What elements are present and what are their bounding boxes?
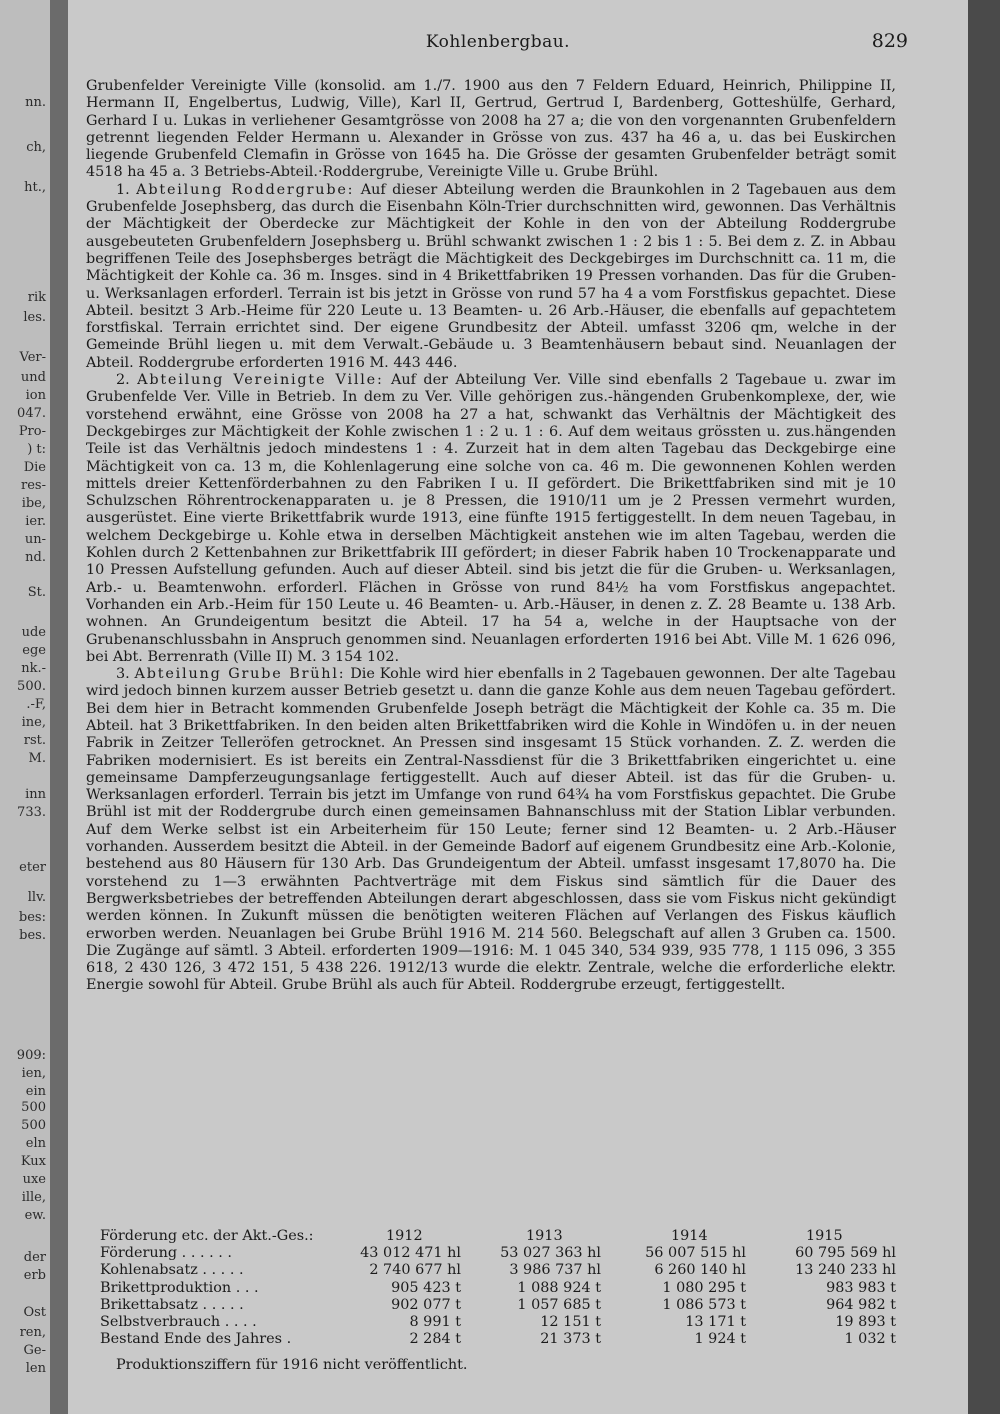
margin-fragment: Die — [23, 460, 46, 475]
table-cell: 19 893 t — [835, 1313, 896, 1330]
margin-fragment: ier. — [25, 514, 46, 529]
margin-fragment: St. — [27, 585, 46, 600]
margin-fragment: 500 — [21, 1100, 46, 1115]
margin-fragment: rst. — [23, 733, 46, 748]
page-header — [88, 32, 908, 56]
book-gutter — [50, 0, 68, 1414]
margin-fragment: ibe, — [21, 496, 46, 511]
margin-fragment: len — [25, 1361, 46, 1376]
table-cell: 1 924 t — [694, 1331, 746, 1348]
paragraph-p3 — [86, 666, 896, 995]
row-label: Kohlenabsatz . . . . . — [100, 1262, 244, 1279]
footnote: Produktionsziffern für 1916 nicht veröffentlicht. — [116, 1357, 468, 1373]
production-table — [86, 1228, 906, 1348]
paragraph-text: Auf dieser Abteilung werden die Braunkohlen in 2 Tagebauen aus dem Grubenfelde Josephsberg, das durch die Eisenbahn Köln-Trier durchschnitten wird, gewonnen. Das Verhältnis der Mächtigkeit der Oberdecke zur Mächtigkeit der Kohle in den von der Abteilung Roddergrube ausgebeuteten Grubenfeldern Josephsberg u. Brühl schwankt zwischen 1 : 2 bis 1 : 5. Bei dem z. Z. in Abbau begriffenen Teile des Josephsberges beträgt die Mächtigkeit des Deckgebirges im Durchschnitt ca. 11 m, die Mächtigkeit der Kohle ca. 36 m. Insges. sind in 4 Brikettfabriken 19 Pressen vorhanden. Das für die Gruben- u. Werksanlagen erforderl. Terrain ist bis jetzt in Grösse von rund 57 ha 4 a vom Forstfiskus gepachtet. Diese Abteil. besitzt 3 Arb.-Heime für 220 Leute u. 13 Beamten- u. 26 Arb.-Häuser, die ebenfalls auf gepachtetem forstfiskal. Terrain errichtet sind. Der eigene Grundbesitz der Abteil. umfasst 3206 qm, welche in der Gemeinde Brühl liegen u. mit dem Verwalt.-Gebäude u. 3 Beamtenhäusern bebaut sind. Neuanlagen der Abteil. Roddergrube erforderten 1916 M. 443 446. — [86, 181, 896, 371]
margin-fragment: eln — [25, 1136, 46, 1151]
year-header: 1914 — [671, 1228, 708, 1244]
margin-fragment: bes. — [19, 928, 46, 943]
paragraph-text: Die Kohle wird hier ebenfalls in 2 Tagebauen gewonnen. Der alte Tagebau wird jedoch binnen kurzem ausser Betrieb gesetzt u. dann die ganze Kohle aus dem neuen Tagebau gefördert. Bei dem hier in Betracht kommenden Grubenfelde Joseph beträgt die Mächtigkeit der Kohle ca. 35 m. Die Abteil. hat 3 Brikettfabriken. In den beiden alten Brikettfabriken wird die Kohle in Windöfen u. in der neuen Fabrik in Zeitzer Telleröfen getrocknet. An Pressen sind insgesamt 15 Stück vorhanden. Z. Z. werden die Fabriken modernisiert. Es ist bereits ein Zentral-Nassdienst für die 3 Brikettfabriken eingerichtet u. eine gemeinsame Dampferzeugungsanlage fertiggestellt. Auch auf dieser Abteil. ist das für die Gruben- u. Werksanlagen erforderl. Terrain bis jetzt im Umfange von rund 64¾ ha vom Forstfiskus gepachtet. Die Grube Brühl ist mit der Roddergrube durch einen gemeinsamen Bahnanschluss mit der Station Liblar verbunden. Auf dem Werke selbst ist ein Arbeiterheim für 150 Leute; ferner sind 12 Beamten- u. 2 Arb.-Häuser vorhanden. Ausserdem besitzt die Abteil. in der Gemeinde Badorf auf eigenem Grundbesitz eine Arb.-Kolonie, bestehend aus 80 Häusern für 130 Arb. Das Grundeigentum der Abteil. umfasst insgesamt 17,8070 ha. Die vorstehend zu 1—3 erwähnten Pachtverträge mit dem Fiskus sind sämtlich für die Dauer des Bergwerksbetriebes der betreffenden Abteilungen derart abgeschlossen, dass sie vom Fiskus nicht gekündigt werden können. In Zukunft müssen die benötigten weiteren Flächen auf Verlangen des Fiskus käuflich erworben werden. Neuanlagen bei Grube Brühl 1916 M. 214 560. Belegschaft auf allen 3 Gruben ca. 1500. Die Zugänge auf sämtl. 3 Abteil. erforderten 1909—1916: M. 1 045 340, 534 939, 935 778, 1 115 096, 3 355 618, 2 430 126, 3 472 151, 5 438 226. 1912/13 wurde die elektr. Zentrale, welche die erforderliche elektr. Energie sowohl für Abteil. Grube Brühl als auch für Abteil. Roddergrube erzeugt, fertiggestellt. — [86, 666, 897, 994]
margin-fragment: bes: — [18, 910, 46, 925]
table-header-label: Förderung etc. der Akt.-Ges.: — [100, 1228, 314, 1244]
margin-fragment: 500. — [17, 679, 46, 694]
table-header-row — [86, 1228, 906, 1245]
table-row — [86, 1280, 906, 1297]
margin-fragment: ein — [25, 1084, 46, 1099]
paragraph-text: 2. — [116, 372, 138, 389]
section-heading: Abteilung Roddergrube: — [136, 181, 355, 198]
margin-fragment: ren, — [19, 1325, 46, 1340]
table-cell: 964 982 t — [826, 1296, 896, 1313]
margin-fragment: rik — [27, 290, 46, 305]
margin-fragment: Ver- — [19, 350, 46, 365]
paragraph-text: Grubenfelder Vereinigte Ville (konsolid. am 1./7. 1900 aus den 7 Feldern Eduard, Heinrich, Philippine II, Hermann II, Engelbertus, Ludwig, Ville), Karl II, Gertrud, Gertrud I, Bardenberg, Gotteshülfe, Gerhard, Gerhard I u. Lukas in verliehener Gesamtgrösse von 2008 ha 27 a; die von den vorgenannten Grubenfeldern getrennt liegenden Felder Hermann u. Alexander in Grösse von zus. 437 ha 46 a, u. das bei Euskirchen liegende Grubenfeld Clemafin in Grösse von 1645 ha. Die Grösse der gesamten Grubenfelder beträgt somit 4518 ha 45 a. 3 Betriebs-Abteil.·Roddergrube, Vereinigte Ville u. Grube Brühl. — [86, 78, 896, 181]
margin-fragment: Pro- — [18, 424, 46, 439]
table-cell: 13 171 t — [685, 1313, 746, 1330]
margin-fragment: ht., — [24, 180, 46, 195]
table-cell: 983 983 t — [826, 1279, 896, 1296]
left-margin-fragments — [0, 0, 50, 1414]
margin-fragment: Ge- — [23, 1343, 46, 1358]
margin-fragment: ien, — [21, 1066, 46, 1081]
table-cell: 1 080 295 t — [662, 1279, 746, 1296]
margin-fragment: und — [20, 370, 46, 385]
table-cell: 2 284 t — [409, 1331, 461, 1348]
table-cell: 2 740 677 hl — [369, 1262, 461, 1279]
section-heading: Abteilung Vereinigte Ville: — [137, 372, 384, 389]
row-label: Selbstverbrauch . . . . — [100, 1313, 257, 1330]
table-cell: 1 057 685 t — [517, 1296, 601, 1313]
paragraph-p2 — [86, 372, 896, 666]
margin-fragment: ew. — [24, 1208, 46, 1223]
margin-fragment: nk.- — [21, 661, 46, 676]
margin-fragment: der — [23, 1250, 46, 1265]
table-cell: 12 151 t — [540, 1313, 601, 1330]
table-row — [86, 1297, 906, 1314]
table-cell: 902 077 t — [391, 1296, 461, 1313]
margin-fragment: llv. — [27, 890, 46, 905]
table-cell: 43 012 471 hl — [360, 1245, 461, 1262]
row-label: Bestand Ende des Jahres . — [100, 1331, 292, 1348]
section-heading: Abteilung Grube Brühl: — [134, 666, 346, 683]
table-row — [86, 1331, 906, 1348]
margin-fragment: 909: — [16, 1048, 46, 1063]
year-header: 1912 — [386, 1228, 423, 1244]
margin-fragment: Ost — [23, 1305, 46, 1320]
margin-fragment: les. — [23, 310, 46, 325]
margin-fragment: ille, — [21, 1190, 46, 1205]
margin-fragment: erb — [23, 1268, 46, 1283]
margin-fragment: nn. — [25, 95, 46, 110]
table-cell: 1 088 924 t — [517, 1279, 601, 1296]
margin-fragment: Kux — [20, 1154, 46, 1169]
body-text — [86, 78, 896, 995]
table-cell: 13 240 233 hl — [795, 1262, 896, 1279]
row-label: Brikettabsatz . . . . . — [100, 1296, 244, 1313]
margin-fragment: 047. — [17, 406, 46, 421]
table-cell: 56 007 515 hl — [645, 1245, 746, 1262]
paragraph-p1 — [86, 182, 896, 372]
paragraph-text: 3. — [116, 666, 135, 683]
margin-fragment: 733. — [17, 805, 46, 820]
margin-fragment: ude — [21, 625, 46, 640]
margin-fragment: eter — [19, 860, 46, 875]
margin-fragment: uxe — [22, 1172, 46, 1187]
table-cell: 21 373 t — [540, 1331, 601, 1348]
margin-fragment: ) t: — [27, 442, 46, 457]
row-label: Brikettproduktion . . . — [100, 1279, 259, 1296]
paragraph-text: 1. — [116, 181, 137, 198]
scan-right-edge — [968, 0, 1000, 1414]
table-cell: 6 260 140 hl — [654, 1262, 746, 1279]
margin-fragment: inn — [25, 787, 46, 802]
table-cell: 60 795 569 hl — [795, 1245, 896, 1262]
margin-fragment: .-F, — [26, 697, 46, 712]
paragraph-intro — [86, 78, 896, 182]
margin-fragment: res- — [21, 478, 46, 493]
table-cell: 3 986 737 hl — [509, 1262, 601, 1279]
margin-fragment: M. — [28, 751, 46, 766]
running-title: Kohlenbergbau. — [425, 32, 571, 52]
page-number: 829 — [871, 30, 908, 52]
margin-fragment: ch, — [26, 140, 46, 155]
row-label: Förderung . . . . . . — [100, 1245, 232, 1262]
margin-fragment: nd. — [25, 550, 46, 565]
paragraph-text: Auf der Abteilung Ver. Ville sind ebenfalls 2 Tagebaue u. zwar im Grubenfelde Ver. Ville in Betrieb. In dem zu Ver. Ville gehörigen zus.-hängenden Grubenkomplexe, der, wie vorstehend erwähnt, eine Grösse von 2008 ha 27 a hat, schwankt das Verhältnis der Mächtigkeit des Deckgebirges zur Mächtigkeit der Kohle zwischen 1 : 2 u. 1 : 6. Auf dem weitaus grössten u. zus.hängenden Teile ist das Verhältnis jedoch mindestens 1 : 4. Zurzeit hat in dem alten Tagebau das Deckgebirge eine Mächtigkeit von ca. 13 m, die Kohlenlagerung eine solche von ca. 46 m. Die gewonnenen Kohlen werden mittels dreier Kettenförderbahnen zu den Fabriken I u. II gefördert. Die Brikettfabriken sind mit je 10 Schulzschen Röhrentrockenapparaten u. je 8 Pressen, die 1910/11 um je 2 Pressen vermehrt wurden, ausgerüstet. Eine vierte Brikettfabrik wurde 1913, eine fünfte 1915 fertiggestellt. In dem neuen Tagebau, in welchem Deckgebirge u. Kohle etwa in derselben Mächtigkeit anstehen wie im alten Tagebau, werden die Kohlen durch 2 Kettenbahnen zur Brikettfabrik III gefördert; in dieser Fabrik haben 10 Trockenapparate und 10 Pressen Aufstellung gefunden. Auch auf dieser Abteil. sind bis jetzt die für die Gruben- u. Werksanlagen, Arb.- u. Beamtenwohn. erforderl. Flächen in Grösse von rund 84½ ha vom Forstfiskus angepachtet. Vorhanden ein Arb.-Heim für 150 Leute u. 46 Beamten- u. Arb.-Häuser, in denen z. Z. 28 Beamte u. 138 Arb. wohnen. An Grundeigentum besitzt die Abteil. 17 ha 54 a, welche in der Hauptsache von der Grubenanschlussbahn in Anspruch genommen sind. Neuanlagen erforderten 1916 bei Abt. Ville M. 1 626 096, bei Abt. Berrenrath (Ville II) M. 3 154 102. — [86, 372, 896, 665]
table-cell: 1 032 t — [844, 1331, 896, 1348]
table-row — [86, 1314, 906, 1331]
table-cell: 53 027 363 hl — [500, 1245, 601, 1262]
year-header: 1915 — [806, 1228, 843, 1244]
margin-fragment: ege — [22, 643, 46, 658]
table-cell: 1 086 573 t — [662, 1296, 746, 1313]
document-page — [68, 0, 968, 1414]
table-cell: 8 991 t — [409, 1313, 461, 1330]
year-header: 1913 — [526, 1228, 563, 1244]
margin-fragment: ine, — [21, 715, 46, 730]
margin-fragment: un- — [24, 532, 46, 547]
table-row — [86, 1262, 906, 1279]
margin-fragment: 500 — [21, 1118, 46, 1133]
margin-fragment: ion — [25, 388, 46, 403]
table-row — [86, 1245, 906, 1262]
table-cell: 905 423 t — [391, 1279, 461, 1296]
